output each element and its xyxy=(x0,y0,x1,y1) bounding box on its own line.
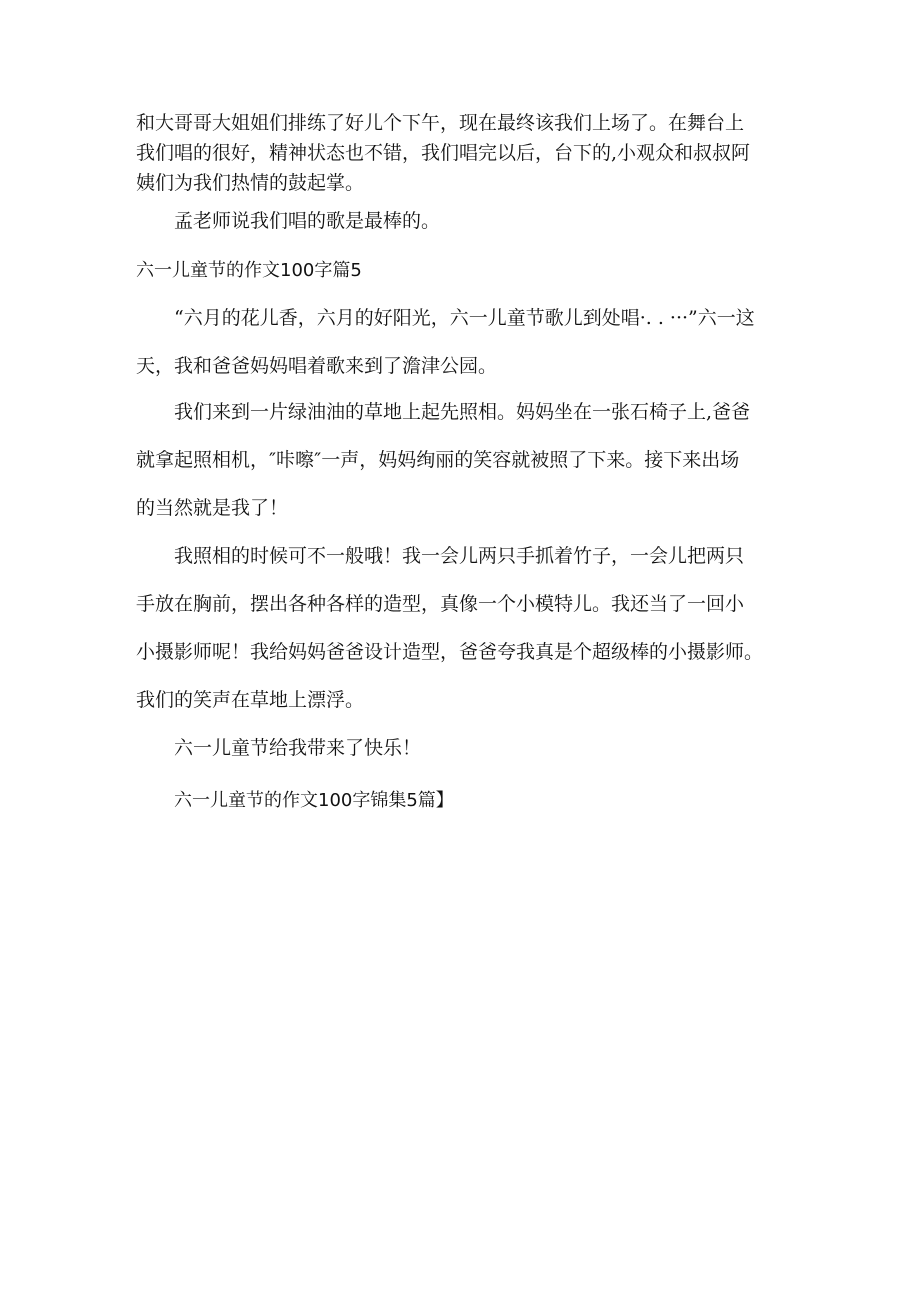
paragraph-5-line-4: 我们的笑声在草地上漂浮。 xyxy=(136,689,365,711)
paragraph-3-line-1: “六月的花儿香，六月的好阳光，六一儿童节歌儿到处唱·. . ···”六一这 xyxy=(174,307,755,329)
paragraph-4-line-3: 的当然就是我了！ xyxy=(136,497,289,519)
closing-line: 六一儿童节的作文100字锦集5篇】 xyxy=(174,790,454,811)
paragraph-2-line-1: 孟老师说我们唱的歌是最棒的。 xyxy=(174,210,441,232)
paragraph-5-line-1: 我照相的时候可不一般哦！我一会儿两只手抓着竹子，一会儿把两只 xyxy=(174,545,745,567)
paragraph-1-line-3: 姨们为我们热情的鼓起掌。 xyxy=(136,172,365,194)
paragraph-5-line-3: 小摄影师呢！我给妈妈爸爸设计造型，爸爸夸我真是个超级棒的小摄影师。 xyxy=(136,641,764,663)
paragraph-3-line-2: 天，我和爸爸妈妈唱着歌来到了澹津公园。 xyxy=(136,355,498,377)
paragraph-2 xyxy=(136,206,796,236)
paragraph-1 xyxy=(136,108,796,198)
paragraph-5-line-2: 手放在胸前，摆出各种各样的造型，真像一个小模特儿。我还当了一回小 xyxy=(136,593,745,615)
paragraph-1-line-2: 我们唱的很好，精神状态也不错，我们唱完以后，台下的,小观众和叔叔阿 xyxy=(136,142,751,164)
paragraph-4-line-1: 我们来到一片绿油油的草地上起先照相。妈妈坐在一张石椅子上,爸爸 xyxy=(174,401,751,423)
paragraph-6 xyxy=(136,724,796,772)
paragraph-6-line-1: 六一儿童节给我带来了快乐！ xyxy=(174,737,422,759)
paragraph-5 xyxy=(136,532,796,724)
paragraph-4-line-2: 就拿起照相机，″咔嚓″一声，妈妈绚丽的笑容就被照了下来。接下来出场 xyxy=(136,449,740,471)
paragraph-4 xyxy=(136,388,796,532)
section-heading: 六一儿童节的作文100字篇5 xyxy=(136,260,362,281)
paragraph-1-line-1: 和大哥哥大姐姐们排练了好儿个下午，现在最终该我们上场了。在舞台上 xyxy=(136,112,745,134)
paragraph-3 xyxy=(136,294,796,390)
